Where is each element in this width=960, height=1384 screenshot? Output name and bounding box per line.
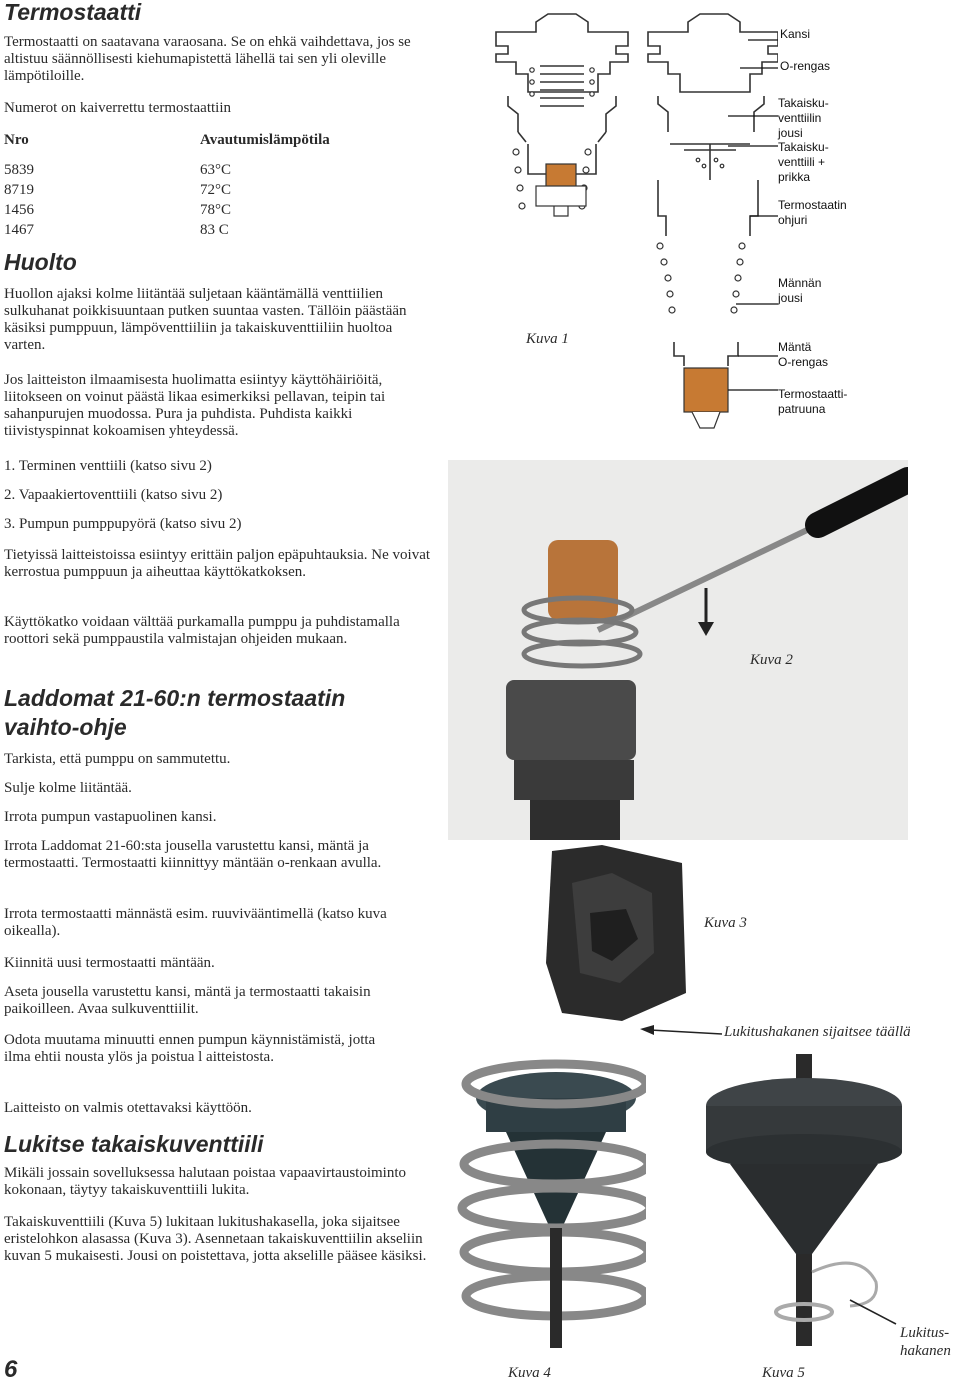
label-check-valve-spring (778, 96, 829, 141)
replacement-heading-line1: Laddomat 21-60:n termostaatin (4, 685, 346, 711)
table-cell-temperature: 83 C (200, 222, 229, 238)
lock-pin (812, 1263, 876, 1306)
thermostat-cartridge-right (684, 368, 728, 412)
table-header-number: Nro (4, 132, 29, 148)
replacement-step: Irrota termostaatti männästä esim. ruuvivääntimellä (katso kuva oikealla). (4, 906, 387, 939)
replacement-step: Laitteisto on valmis otettavaksi käyttöön. (4, 1100, 252, 1116)
caption-kuva2: Kuva 2 (750, 652, 793, 668)
maintenance-paragraph: Huollon ajaksi kolme liitäntää suljetaan kääntämällä venttiilien sulkuhanat poikkisuuntaan putken suuntaa vasten. Tällöin päästään käsiksi pumppuun, lämpöventtiiliin ja takaiskuventtiiliin huoltoa varten. (4, 286, 407, 353)
locked-check-valve-illustration (700, 1054, 930, 1346)
label-line: Termostaatti- (778, 387, 848, 401)
replacement-step: Sulje kolme liitäntää. (4, 780, 132, 796)
maintenance-paragraph: Jos laitteiston ilmaamisesta huolimatta esiintyy käyttöhäiriöitä, liitokseen on voinut päästä likaa esimerkiksi pellavan, teipin tai sahanpurujen muodossa. Pura ja puhdista. Puhdista kaikki tiivistyspinnat kokoamisen yhteydessä. (4, 372, 386, 439)
label-o-rengas: O-rengas (780, 59, 831, 73)
label-line: jousi (778, 291, 803, 305)
cap-outline-left (496, 14, 628, 92)
caption-kuva1: Kuva 1 (526, 331, 569, 347)
label-line: venttiili + (778, 155, 826, 169)
caption-lock-location: Lukitushakanen sijaitsee täällä (724, 1024, 911, 1040)
label-line: venttiilin (778, 111, 822, 125)
brass-thermostat (548, 540, 618, 620)
kuva3-photo (542, 843, 690, 1025)
maintenance-heading: Huolto (4, 249, 77, 275)
label-check-valve-washer (778, 140, 829, 185)
label-line: O-rengas (778, 355, 829, 369)
caption-line: Lukitus- (900, 1325, 950, 1341)
replacement-step: Odota muutama minuutti ennen pumpun käynnistämistä, jotta ilma ehtii nousta ylös ja poistua l aitteistosta. (4, 1032, 376, 1065)
label-line: prikka (778, 170, 811, 184)
caption-lock-pin (900, 1324, 951, 1360)
thermostat-heading: Termostaatti (4, 0, 142, 25)
caption-kuva5: Kuva 5 (762, 1365, 805, 1381)
kuva4-photo (446, 1058, 646, 1358)
insulation-block-illustration (542, 843, 690, 1025)
page-number: 6 (4, 1356, 18, 1383)
maintenance-list-item: 1. Terminen venttiili (katso sivu 2) (4, 458, 212, 474)
table-cell-temperature: 63°C (200, 162, 232, 178)
label-piston-spring (778, 276, 821, 306)
guide-right (658, 180, 758, 236)
table-row (4, 220, 330, 240)
kuva2-photo (448, 460, 908, 840)
label-line: Männän (778, 276, 822, 290)
intro-paragraph: Termostaatti on saatavana varaosana. Se on ehkä vaihdettava, jos se altistuu säännöllisesti kiehumapistettä lähellä tai sen yli oleville lämpötiloille. (4, 34, 411, 84)
caption-line: hakanen (900, 1343, 951, 1359)
table-row (4, 160, 330, 180)
maintenance-list-item: 2. Vapaakiertoventtiili (katso sivu 2) (4, 487, 223, 503)
lock-location-arrow (640, 1022, 722, 1042)
label-line: Takaisku- (778, 96, 829, 110)
table-cell-number: 8719 (4, 182, 34, 198)
arrow-left-icon (640, 1025, 654, 1035)
table-cell-number: 1456 (4, 202, 34, 218)
label-line: Takaisku- (778, 140, 829, 154)
table-cell-temperature: 72°C (200, 182, 232, 198)
replacement-step: Irrota Laddomat 21-60:sta jousella varustettu kansi, mäntä ja termostaatti. Termostaatti kiinnittyy mäntään o-renkaan avulla. (4, 838, 382, 871)
maintenance-paragraph: Tietyissä laitteistoissa esiintyy erittäin paljon epäpuhtauksia. Ne voivat kerrostua pumppuun ja aiheuttaa käyttökatkoksen. (4, 547, 431, 580)
label-thermostat-guide (778, 198, 847, 228)
replacement-step: Aseta jousella varustettu kansi, mäntä ja termostaatti takaisin paikoilleen. Avaa sulkuventtiilit. (4, 984, 371, 1017)
label-line: ohjuri (778, 213, 808, 227)
label-line: Mäntä (778, 340, 812, 354)
table-cell-temperature: 78°C (200, 202, 232, 218)
lock-paragraph: Mikäli jossain sovelluksessa halutaan poistaa vapaavirtaustoiminto kokonaan, täytyy takaiskuventtiili lukita. (4, 1165, 407, 1198)
lock-pin-pointer (850, 1300, 896, 1324)
replacement-step: Kiinnitä uusi termostaatti mäntään. (4, 955, 215, 971)
caption-kuva3: Kuva 3 (704, 915, 747, 931)
label-line: jousi (778, 126, 803, 140)
label-piston (778, 340, 828, 370)
kuva1-cross-section-diagram (488, 4, 778, 464)
table-header-row (4, 130, 330, 150)
table-header-temperature: Avautumislämpötila (200, 132, 330, 148)
table-intro: Numerot on kaiverrettu termostaattiin (4, 100, 232, 116)
valve-shaft (550, 1228, 562, 1348)
lock-paragraph: Takaiskuventtiili (Kuva 5) lukitaan lukitushakasella, joka sijaitsee eristelohkon alasassa (Kuva 3). Asennetaan takaiskuventtiilin akseliin kuvan 5 mukaisesti. Jousi on poistettava, jotta akselille pääsee käsiksi. (4, 1214, 427, 1264)
table-row (4, 200, 330, 220)
maintenance-list-item: 3. Pumpun pumppupyörä (katso sivu 2) (4, 516, 242, 532)
cap-outline-right (648, 14, 778, 92)
kuva5-photo (700, 1054, 930, 1346)
check-valve-spring-illustration (446, 1058, 646, 1358)
housing-right (658, 96, 764, 132)
valve-shaft (796, 1254, 812, 1346)
lock-heading: Lukitse takaiskuventtiili (4, 1131, 264, 1157)
table-row (4, 180, 330, 200)
valve-housing (506, 680, 636, 760)
table-cell-number: 5839 (4, 162, 34, 178)
thermostat-cartridge-left (546, 164, 576, 188)
replacement-step: Irrota pumpun vastapuolinen kansi. (4, 809, 217, 825)
label-kansi: Kansi (780, 27, 811, 41)
label-thermostat-cartridge (778, 387, 847, 417)
piston-right (674, 342, 738, 366)
spring-left (540, 66, 584, 106)
table-cell-number: 1467 (4, 222, 34, 238)
maintenance-paragraph: Käyttökatko voidaan välttää purkamalla pumppu ja puhdistamalla roottori sekä pumppaustila valmistajan ohjeiden mukaan. (4, 614, 400, 647)
opening-temperature-table (4, 130, 330, 240)
thermostat-removal-illustration (448, 460, 908, 840)
replacement-step: Tarkista, että pumppu on sammutettu. (4, 751, 231, 767)
caption-kuva4: Kuva 4 (508, 1365, 551, 1381)
housing-left (508, 96, 616, 132)
label-line: Termostaatin (778, 198, 847, 212)
replacement-heading-line2: vaihto-ohje (4, 714, 127, 740)
label-line: patruuna (778, 402, 826, 416)
